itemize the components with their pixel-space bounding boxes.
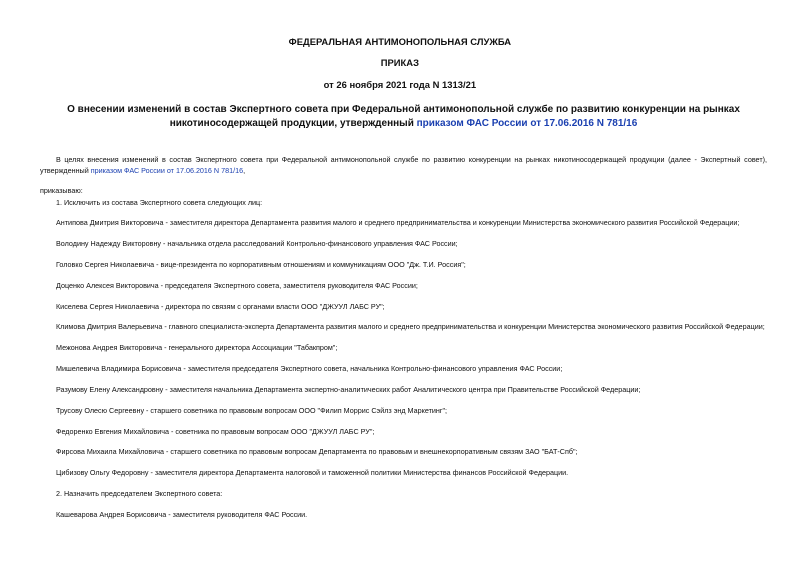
item-2-heading: 2. Назначить председателем Экспертного совета: [56, 489, 223, 498]
intro-trailing: , [243, 166, 246, 175]
intro-order-link[interactable]: приказом ФАС России от 17.06.2016 N 781/16 [90, 166, 244, 175]
excluded-person: Володину Надежду Викторовну - начальника отдела расследований Контрольно-финансового управления ФАС России; [56, 239, 458, 248]
order-word: приказываю: [40, 186, 83, 195]
excluded-person: Антипова Дмитрия Викторовича - заместителя директора Департамента развития малого и среднего предпринимательства и конкуренции Министерства экономического развития Российской Федерации; [56, 218, 740, 227]
excluded-person: Климова Дмитрия Валерьевича - главного специалиста-эксперта Департамента развития малого и среднего предпринимательства и конкуренции Министерства экономического развития Российской Федерации; [56, 322, 765, 331]
document-type: ПРИКАЗ [380, 58, 419, 69]
excluded-person: Доценко Алексея Викторовича - председателя Экспертного совета, заместителя руководителя ФАС России; [56, 281, 418, 290]
excluded-person: Разумову Елену Александровну - заместителя начальника Департамента экспертно-аналитических работ Аналитического центра при Правительстве Российской Федерации; [56, 385, 641, 394]
excluded-person: Цибизову Ольгу Федоровну - заместителя директора Департамента налоговой и таможенной политики Министерства финансов Российской Федерации. [56, 468, 569, 477]
excluded-person: Мишелевича Владимира Борисовича - заместителя председателя Экспертного совета, начальника Контрольно-финансового управления ФАС России; [56, 364, 563, 373]
item-1-heading: 1. Исключить из состава Экспертного совета следующих лиц: [56, 198, 263, 207]
document-date-number: от 26 ноября 2021 года N 1313/21 [323, 80, 477, 91]
agency-name: ФЕДЕРАЛЬНАЯ АНТИМОНОПОЛЬНАЯ СЛУЖБА [288, 37, 512, 48]
intro-paragraph [40, 154, 767, 176]
excluded-person: Федоренко Евгения Михайловича - советника по правовым вопросам ООО "ДЖУУЛ ЛАБС РУ"; [56, 427, 375, 436]
excluded-person: Межонова Андрея Викторовича - генерального директора Ассоциации "Табакпром"; [56, 343, 338, 352]
appointed-chair: Кашеварова Андрея Борисовича - заместителя руководителя ФАС России. [56, 510, 308, 519]
excluded-person: Фирсова Михаила Михайловича - старшего советника по правовым вопросам Департамента по правовым и внешнекорпоративным связям ЗАО "БАТ-Спб"; [56, 447, 578, 456]
excluded-person: Киселева Сергея Николаевича - директора по связям с органами власти ООО "ДЖУУЛ ЛАБС РУ"; [56, 302, 385, 311]
document-title [40, 103, 767, 131]
excluded-person: Трусову Олесю Сергеевну - старшего советника по правовым вопросам ООО "Филип Моррис Сэйлз энд Маркетинг"; [56, 406, 448, 415]
title-text: О внесении изменений в состав Экспертного совета при Федеральной антимонопольной службе по развитию конкуренции на рынках никотиносодержащей продукции, утвержденный [67, 104, 740, 129]
excluded-person: Головко Сергея Николаевича - вице-президента по корпоративным отношениям и коммуникациям ООО "Дж. Т.И. Россия"; [56, 260, 466, 269]
title-order-link[interactable]: приказом ФАС России от 17.06.2016 N 781/16 [416, 118, 638, 129]
intro-text: В целях внесения изменений в состав Экспертного совета при Федеральной антимонопольной службе по развитию конкуренции на рынках никотиносодержащей продукции (далее - Экспертный совет), утвержденный [40, 155, 767, 175]
